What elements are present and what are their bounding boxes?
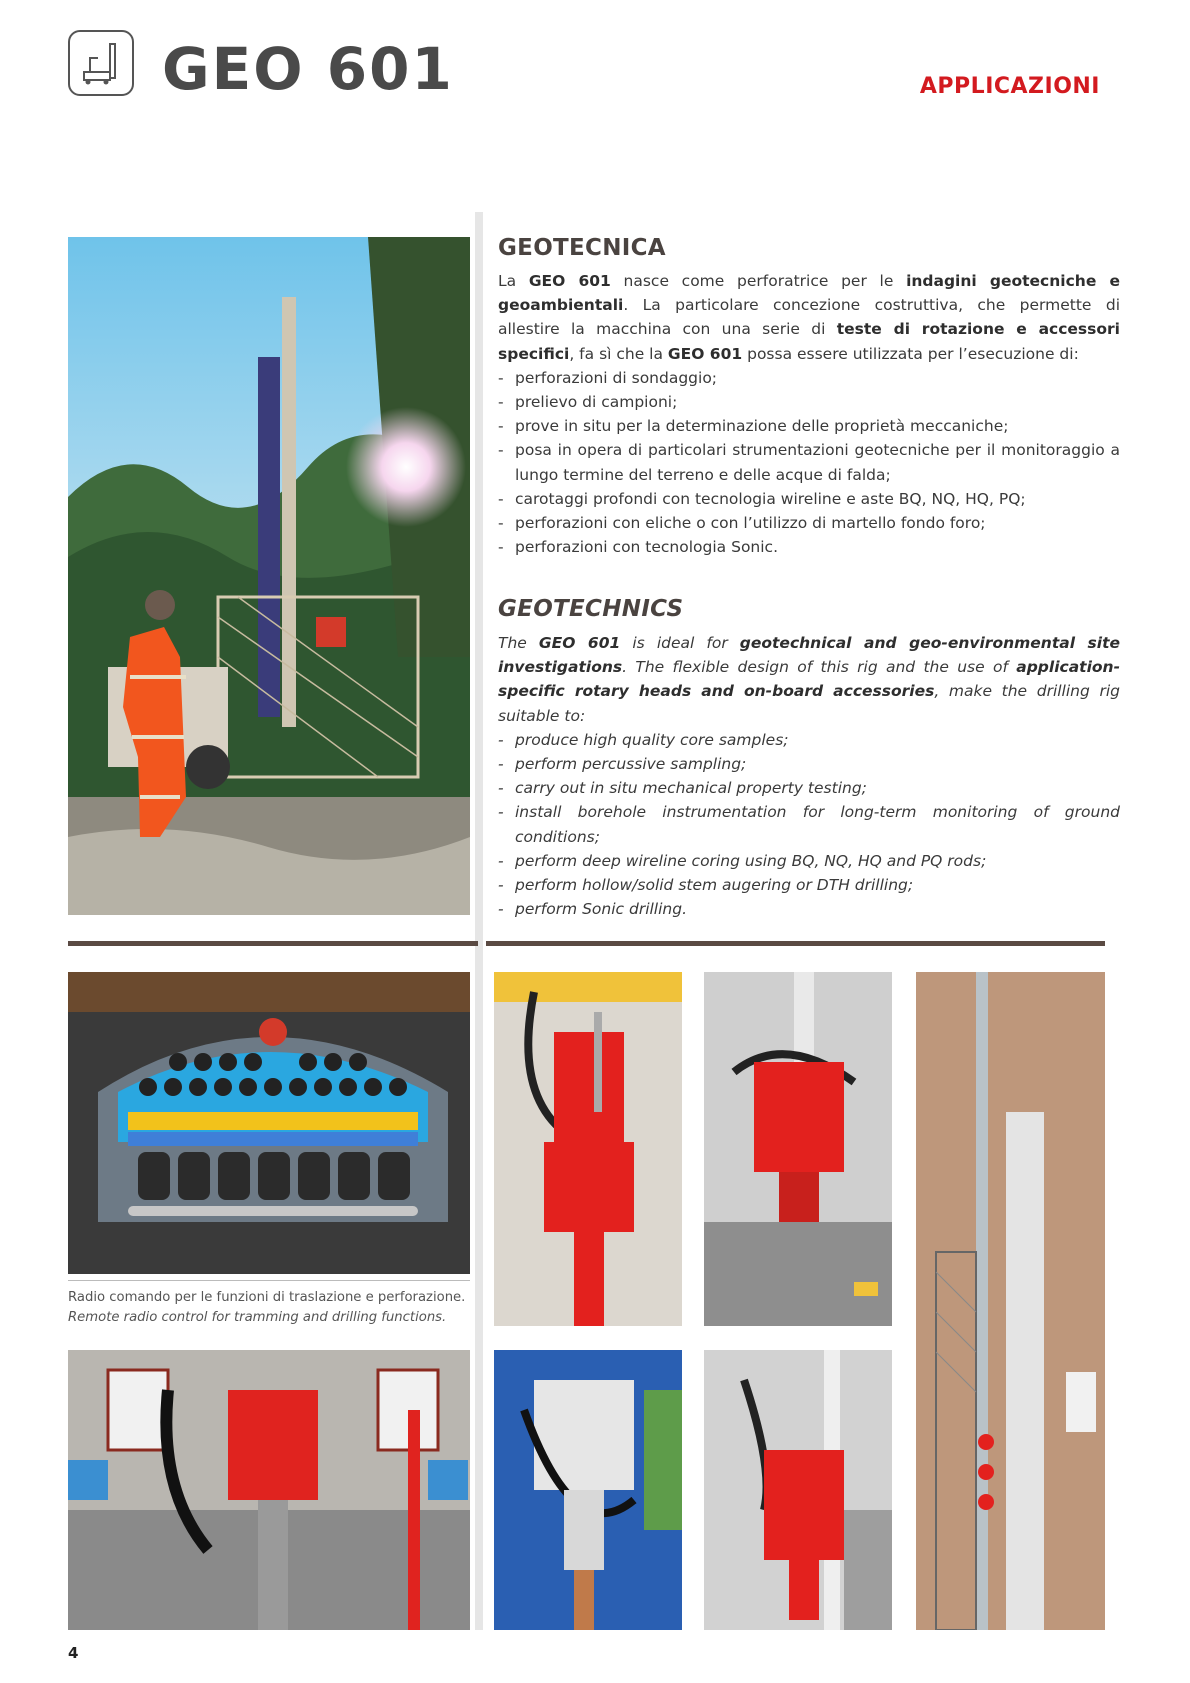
bold-phrase: GEO 601 — [667, 344, 743, 363]
text-run: , make the drilling rig suitable to: — [498, 682, 1120, 725]
text-run: , fa sì che la — [569, 344, 668, 363]
list-item: - posa in opera di particolari strumentazioni geotecniche per il monitoraggio a lungo termine del terreno e delle acque di falda; — [498, 438, 1120, 486]
bold-phrase: GEO 601 — [528, 272, 611, 290]
list-item: - perforazioni con eliche o con l’utilizzo di martello fondo foro; — [498, 511, 1120, 535]
bold-phrase: GEO 601 — [538, 634, 621, 652]
list-item: - carry out in situ mechanical property testing; — [498, 776, 1120, 800]
english-body — [498, 631, 1120, 921]
list-item: - perforazioni con tecnologia Sonic. — [498, 535, 1120, 559]
heading-geotecnica: GEOTECNICA — [498, 235, 666, 261]
caption-english: Remote radio control for tramming and drilling functions. — [68, 1310, 447, 1325]
photo-radio-control — [68, 972, 470, 1274]
list-item: - prelievo di campioni; — [498, 390, 1120, 414]
text-run: The — [498, 634, 539, 652]
bold-phrase: geotechnical and geo-environmental site investigations — [498, 634, 1121, 677]
list-item: - install borehole instrumentation for long-term monitoring of ground conditions; — [498, 800, 1120, 848]
list-item: - perform percussive sampling; — [498, 752, 1120, 776]
list-item: - perforazioni di sondaggio; — [498, 366, 1120, 390]
logo-badge — [68, 30, 134, 96]
rule-right — [486, 941, 1105, 946]
list-item: - produce high quality core samples; — [498, 728, 1120, 752]
section-label: APPLICAZIONI — [919, 74, 1100, 99]
page-number: 4 — [68, 1644, 79, 1662]
bold-phrase: teste di rotazione e accessori specifici — [498, 320, 1120, 363]
photo-red-head-3 — [704, 1350, 892, 1630]
photo-blue-white-head — [494, 1350, 682, 1630]
text-run: . The flexible design of this rig and the use of — [622, 658, 1017, 677]
column-divider — [475, 212, 483, 1630]
english-intro — [498, 631, 1120, 728]
text-run: . La particolare concezione costruttiva, che permette di allestire la macchina con una serie di — [498, 296, 1120, 339]
photo-caption — [68, 1288, 478, 1328]
list-item: - perform deep wireline coring using BQ, NQ, HQ and PQ rods; — [498, 849, 1120, 873]
photo-red-head-1 — [494, 972, 682, 1326]
italian-intro — [498, 269, 1120, 366]
photo-rotary-head-workshop — [68, 1350, 470, 1630]
list-item: - prove in situ per la determinazione delle proprietà meccaniche; — [498, 414, 1120, 438]
list-item: - perform hollow/solid stem augering or DTH drilling; — [498, 873, 1120, 897]
english-list — [498, 728, 1120, 922]
italian-list — [498, 366, 1120, 560]
caption-separator — [68, 1280, 470, 1281]
bold-phrase: application-specific rotary heads and on-board accessories — [498, 658, 1120, 701]
text-run: La — [498, 272, 529, 290]
italian-body — [498, 269, 1120, 559]
page-title: GEO 601 — [162, 35, 454, 103]
text-run: is ideal for — [620, 634, 740, 652]
photo-rig-in-field — [68, 237, 470, 915]
rule-left — [68, 941, 478, 946]
caption-italian: Radio comando per le funzioni di traslazione e perforazione. — [68, 1290, 466, 1305]
text-run: possa essere utilizzata per l’esecuzione di: — [742, 344, 1079, 363]
photo-red-head-2 — [704, 972, 892, 1326]
heading-geotechnics: GEOTECHNICS — [498, 596, 684, 622]
photo-mast-detail — [916, 972, 1105, 1630]
bold-phrase: indagini geotecniche e geoambientali — [498, 272, 1121, 315]
text-run: nasce come perforatrice per le — [610, 272, 907, 290]
drill-rig-logo-icon — [70, 32, 132, 94]
list-item: - carotaggi profondi con tecnologia wireline e aste BQ, NQ, HQ, PQ; — [498, 487, 1120, 511]
list-item: - perform Sonic drilling. — [498, 897, 1120, 921]
